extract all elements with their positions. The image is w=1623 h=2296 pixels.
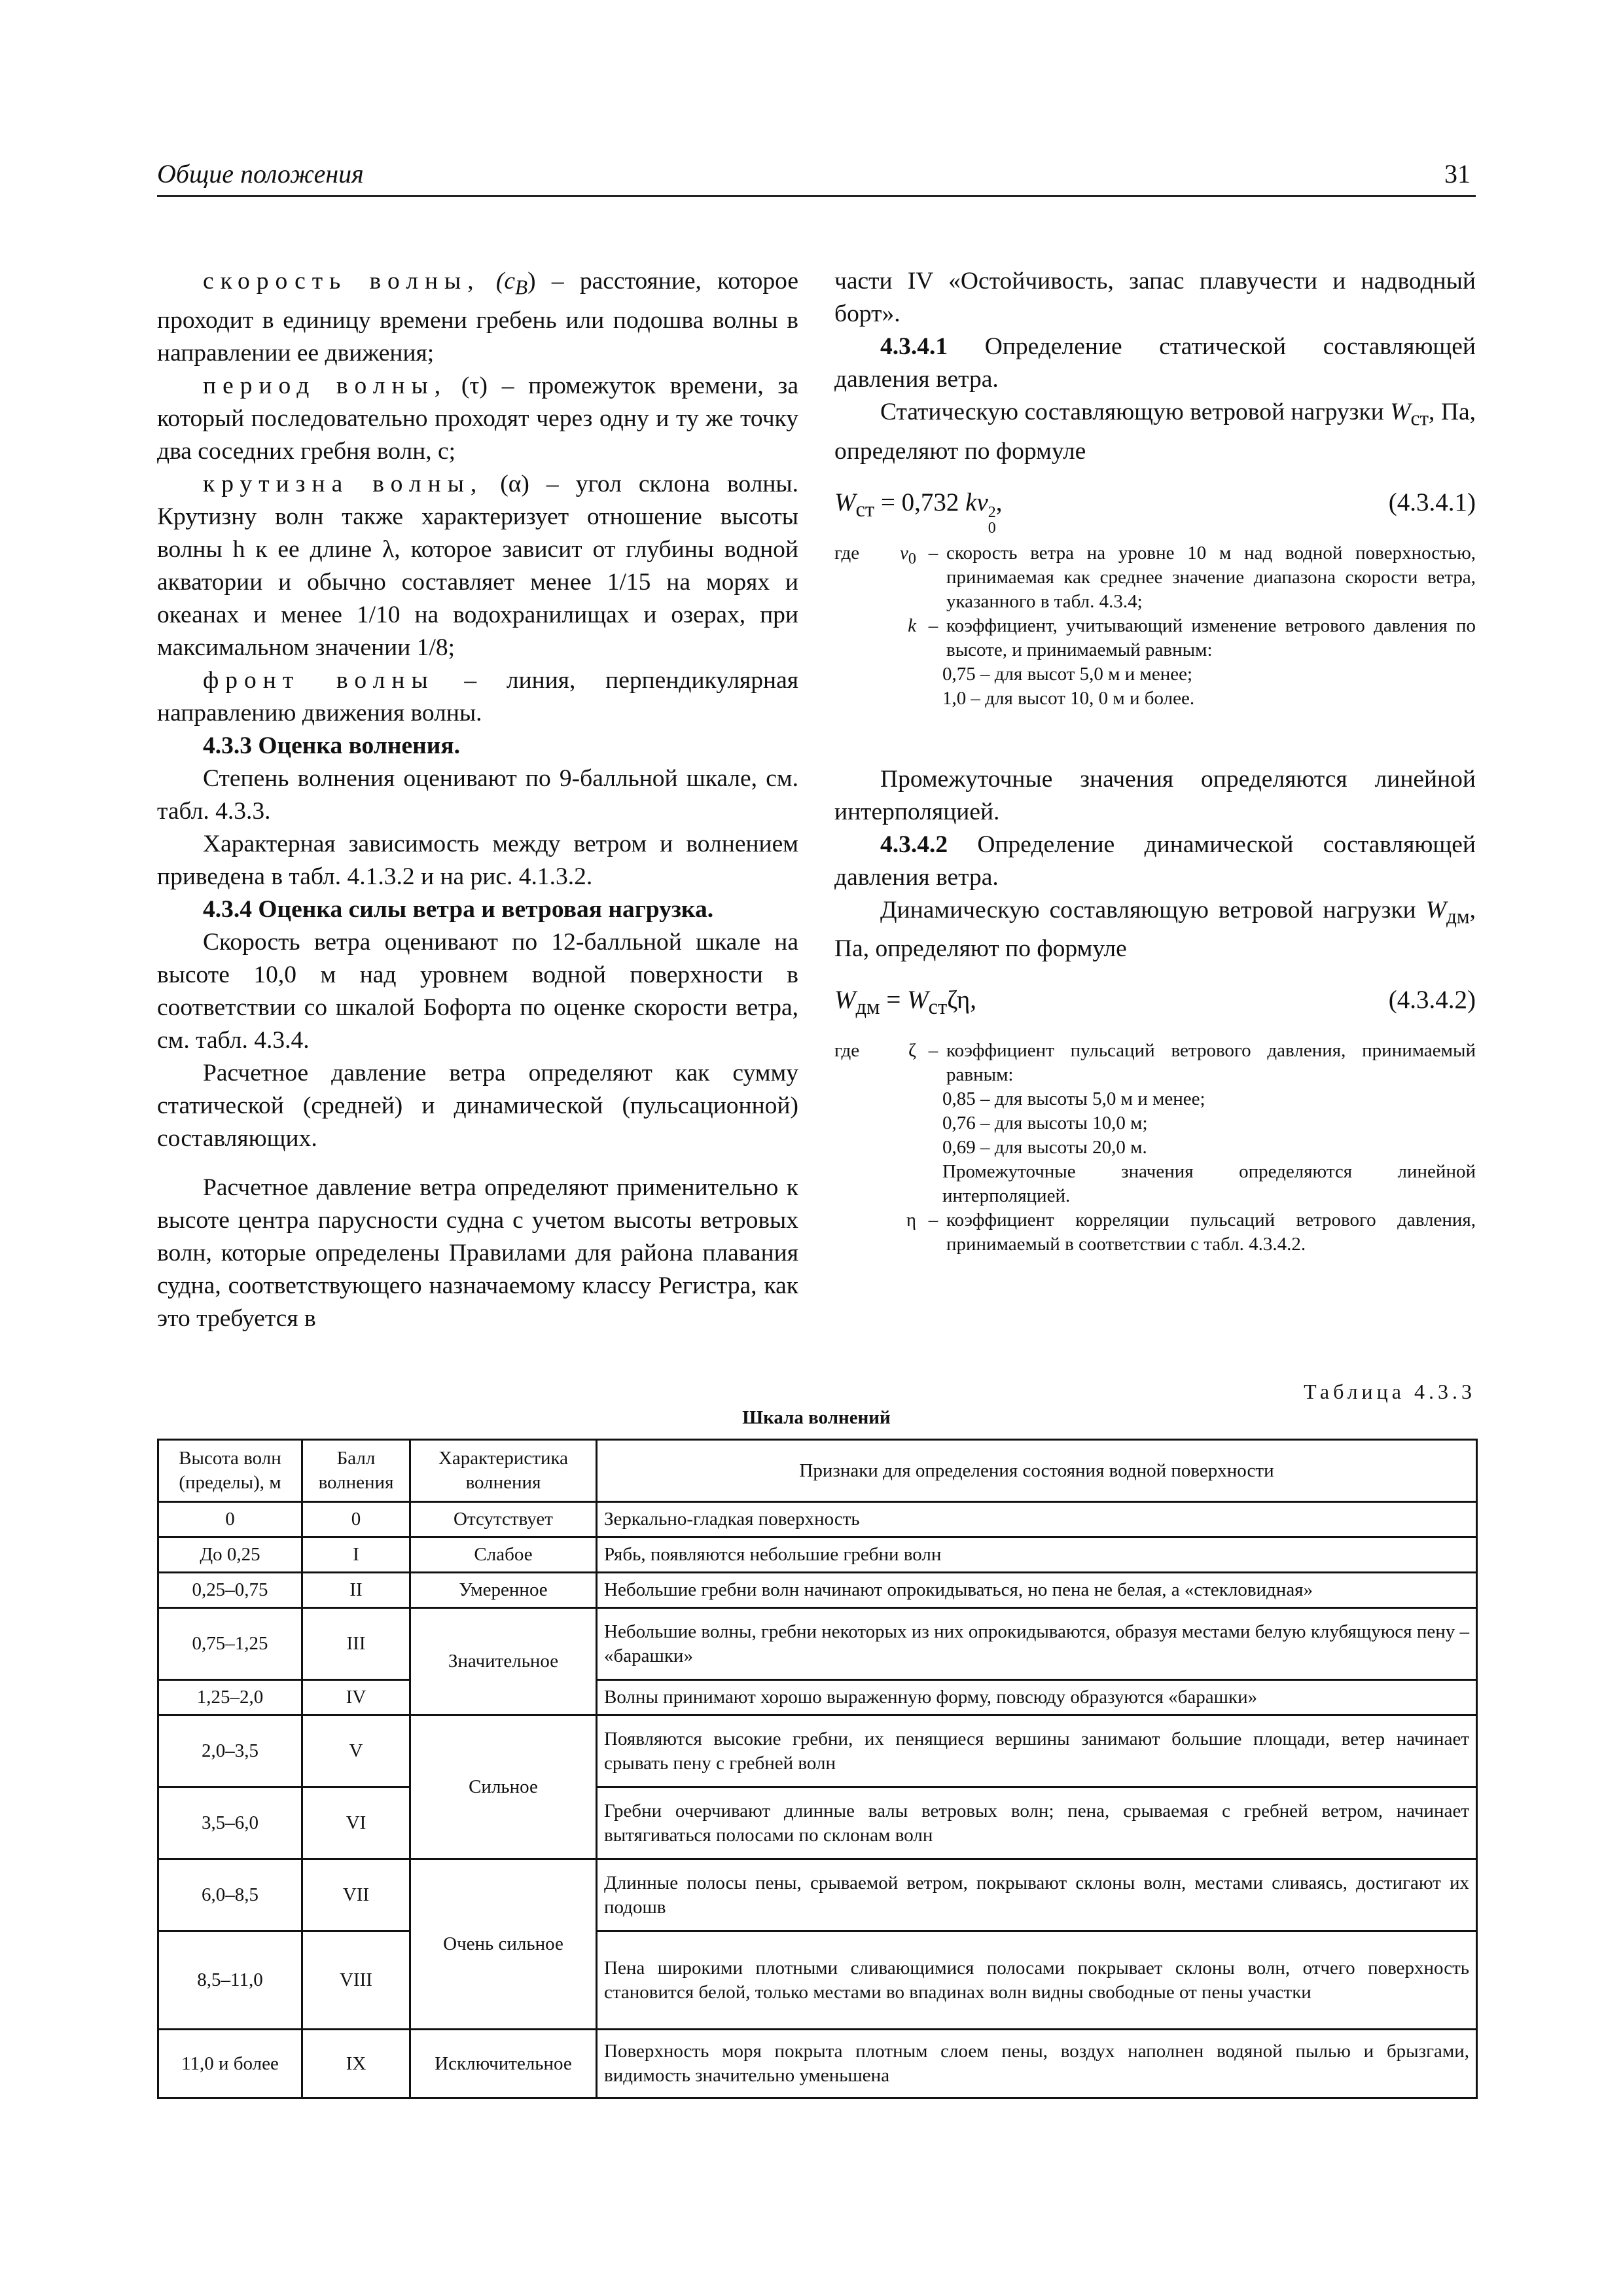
- heading-number: 4.3.4.1: [880, 333, 948, 360]
- wave-height: 6,0–8,5: [158, 1859, 302, 1931]
- text: = 0,732: [874, 488, 966, 516]
- text: Динамическую составляющую ветровой нагрузки: [880, 896, 1426, 924]
- table-row: [158, 2030, 1477, 2098]
- wave-height: 2,0–3,5: [158, 1715, 302, 1787]
- note-text: Промежуточные значения определяются линейной интерполяцией.: [942, 1161, 1476, 1206]
- wave-height: 1,25–2,0: [158, 1680, 302, 1715]
- paragraph: Расчетное давление ветра определяют как сумму статической (средней) и динамической (пульсационной) составляющих.: [157, 1059, 798, 1152]
- subscript: дм: [1446, 905, 1470, 927]
- wave-score: II: [302, 1573, 410, 1608]
- wave-score: V: [302, 1715, 410, 1787]
- symbol: kv: [965, 488, 988, 516]
- note-value: [834, 1111, 1476, 1136]
- surface-signs: Длинные полосы пены, срываемой ветром, покрывают склоны волн, местами сливаясь, достигают их подошв: [597, 1859, 1477, 1931]
- wave-score: IX: [302, 2030, 410, 2098]
- wave-characteristic: Сильное: [410, 1715, 597, 1859]
- header-surface-signs: Признаки для определения состояния водной поверхности: [597, 1440, 1477, 1502]
- wave-score: VI: [302, 1787, 410, 1859]
- note-text: скорость ветра на уровне 10 м над водной поверхностью, принимаемая как среднее значение диапазона скорости ветра, указанного в табл. 4.3.4;: [946, 542, 1476, 612]
- symbol: W: [1425, 896, 1446, 924]
- subscript: ст: [855, 497, 875, 522]
- note-text: коэффициент пульсаций ветрового давления, принимаемый равным:: [946, 1040, 1476, 1085]
- table-row: [158, 1537, 1477, 1573]
- surface-signs: Поверхность моря покрыта плотным слоем пены, воздух наполнен водяной пылью и брызгами, видимость значительно уменьшена: [597, 2030, 1477, 2098]
- formula-4-3-4-1: [834, 486, 1476, 537]
- paragraph: Промежуточные значения определяются линейной интерполяцией.: [834, 765, 1476, 825]
- subscript: 0: [988, 519, 996, 537]
- term: период волны,: [203, 372, 448, 399]
- symbol: W: [834, 986, 856, 1014]
- text: ζη,: [947, 986, 977, 1014]
- superscript: 2: [988, 503, 996, 521]
- note-symbol: η: [906, 1210, 916, 1230]
- definition-text: – линия, перпендикулярная направлению движения волны.: [157, 666, 798, 726]
- formula-expression: [834, 486, 1003, 536]
- note-value: [834, 687, 1476, 711]
- term: фронт волны: [203, 666, 435, 694]
- note-symbol: k: [908, 615, 916, 636]
- wave-score: I: [302, 1537, 410, 1573]
- paragraph: Скорость ветра оценивают по 12-балльной шкале на высоте 10,0 м над уровнем водной поверхности в соответствии со шкалой Бофорта по оценке скорости ветра, см. табл. 4.3.4.: [157, 928, 798, 1054]
- text: , Па, определяют по формуле: [834, 896, 1476, 962]
- note-text: коэффициент корреляции пульсаций ветрового давления, принимаемый в соответствии с табл. 4.3.4.2.: [946, 1210, 1476, 1255]
- wave-score: 0: [302, 1502, 410, 1537]
- table-row: [158, 1787, 1477, 1859]
- surface-signs: Волны принимают хорошо выраженную форму, повсюду образуются «барашки»: [597, 1680, 1477, 1715]
- note-text: коэффициент, учитывающий изменение ветрового давления по высоте, и принимаемый равным:: [946, 615, 1476, 660]
- wave-score: VII: [302, 1859, 410, 1931]
- header-wave-height: Высота волн (пределы), м: [158, 1440, 302, 1502]
- definition-text: (τ) – промежуток времени, за который последовательно проходят через одну и ту же точку два соседних гребня волн, с;: [157, 372, 799, 465]
- equation-number: (4.3.4.1): [1388, 488, 1476, 516]
- wave-height: 3,5–6,0: [158, 1787, 302, 1859]
- formula-notes-1: [834, 541, 1476, 711]
- subscript: ст: [928, 995, 948, 1019]
- formula-notes-2: [834, 1039, 1476, 1257]
- subscript: B: [515, 276, 528, 299]
- wave-scale-table: [157, 1439, 1478, 2099]
- surface-signs: Гребни очерчивают длинные валы ветровых волн; пена, срываемая с гребней ветром, начинает вытягиваться полосами по склонам волн: [597, 1787, 1477, 1859]
- page-header: [157, 156, 1476, 197]
- heading-4-3-4: 4.3.4 Оценка силы ветра и ветровая нагрузка.: [203, 895, 714, 923]
- header-wave-score: Балл волнения: [302, 1440, 410, 1502]
- surface-signs: Пена широкими плотными сливающимися полосами покрывает склоны волн, отчего поверхность становится белой, только местами во впадинах волн видны свободные от пены участки: [597, 1931, 1477, 2030]
- wave-characteristic: Отсутствует: [410, 1502, 597, 1537]
- subscript: 0: [908, 549, 916, 567]
- note-text: 0,76 – для высоты 10,0 м;: [942, 1113, 1148, 1134]
- paragraph: [834, 894, 1476, 966]
- definition-text: (α) – угол склона волны. Крутизну волн также характеризует отношение высоты волны h к ее длине λ, которое зависит от глубины водной акватории и обычно составляет менее 1/15 на морях и океанах и менее 1/10 на водохранилищах и озерах, при максимальном значении 1/8;: [157, 470, 798, 661]
- note-symbol: [883, 541, 920, 614]
- heading-4-3-4-2: [834, 829, 1476, 894]
- note-text: 0,75 – для высот 5,0 м и менее;: [942, 663, 1193, 685]
- wave-height: 0,75–1,25: [158, 1608, 302, 1680]
- surface-signs: Небольшие гребни волн начинают опрокидываться, но пена не белая, а «стекловидная»: [597, 1573, 1477, 1608]
- text: Статическую составляющую ветровой нагрузки: [880, 399, 1391, 425]
- note-text: 0,69 – для высоты 20,0 м.: [942, 1137, 1147, 1158]
- left-column: [157, 265, 798, 1335]
- surface-signs: Появляются высокие гребни, их пенящиеся вершины занимают большие площади, ветер начинает срывать пену с гребней волн: [597, 1715, 1477, 1787]
- symbol: v: [900, 542, 908, 564]
- paragraph: части IV «Остойчивость, запас плавучести и надводный борт».: [834, 268, 1476, 327]
- symbol: W: [907, 986, 929, 1014]
- definition-wave-front: [157, 664, 798, 730]
- note-value: [834, 1160, 1476, 1208]
- table-row: [158, 1680, 1477, 1715]
- definition-text: ) – расстояние, которое проходит в единицу времени гребень или подошва волны в направлении ее движения;: [157, 268, 799, 367]
- note-value: [834, 662, 1476, 687]
- paragraph: Степень волнения оценивают по 9-балльной шкале, см. табл. 4.3.3.: [157, 764, 798, 825]
- paragraph: Расчетное давление ветра определяют применительно к высоте центра парусности судна с учетом высоты ветровых волн, которые определены Правилами для района плавания судна, соответствующего назначаемому классу Регистра, как это требуется в: [157, 1174, 798, 1332]
- note-row: где $v_0$ – скорость ветра на уровне 10 м над водной поверхностью, принимаемая как среднее значение диапазона скорости ветра, указанного в табл. 4.3.4;: [834, 541, 1476, 614]
- text: =: [880, 986, 908, 1014]
- wave-height: 11,0 и более: [158, 2030, 302, 2098]
- header-wave-characteristic: Характеристика волнения: [410, 1440, 597, 1502]
- term: скорость волны,: [203, 268, 480, 295]
- where-label: где: [834, 542, 860, 564]
- right-column: [834, 265, 1476, 1257]
- wave-score: III: [302, 1608, 410, 1680]
- table-row: [158, 1608, 1477, 1680]
- wave-height: 0,25–0,75: [158, 1573, 302, 1608]
- note-row: k – коэффициент, учитывающий изменение ветрового давления по высоте, и принимаемый равным:: [834, 614, 1476, 662]
- section-title: Общие положения: [157, 159, 364, 188]
- definition-wave-period: [157, 370, 798, 468]
- paragraph: Характерная зависимость между ветром и волнением приведена в табл. 4.1.3.2 и на рис. 4.1.3.2.: [157, 830, 798, 890]
- table-row: [158, 1502, 1477, 1537]
- note-text: 1,0 – для высот 10, 0 м и более.: [942, 687, 1195, 709]
- note-text: 0,85 – для высоты 5,0 м и менее;: [942, 1088, 1205, 1109]
- wave-characteristic: Исключительное: [410, 2030, 597, 2098]
- term: крутизна волны,: [203, 470, 484, 497]
- paragraph: [834, 396, 1476, 468]
- definition-wave-steepness: [157, 468, 798, 664]
- note-symbol: ζ: [908, 1040, 916, 1061]
- table-row: [158, 1859, 1477, 1931]
- text: ,: [995, 488, 1003, 516]
- equation-number: (4.3.4.2): [1388, 986, 1476, 1014]
- symbol: (c: [495, 268, 516, 295]
- wave-height: До 0,25: [158, 1537, 302, 1573]
- heading-text: Определение статической составляющей давления ветра.: [834, 333, 1476, 393]
- wave-score: VIII: [302, 1931, 410, 2030]
- symbol: W: [834, 488, 856, 516]
- wave-characteristic: Умеренное: [410, 1573, 597, 1608]
- surface-signs: Зеркально-гладкая поверхность: [597, 1502, 1477, 1537]
- wave-height: 8,5–11,0: [158, 1931, 302, 2030]
- wave-characteristic: Очень сильное: [410, 1859, 597, 2030]
- text: , Па, определяют по формуле: [834, 399, 1476, 465]
- subscript: ст: [1410, 406, 1429, 430]
- page-number: 31: [1444, 159, 1471, 188]
- table-row: [158, 1931, 1477, 2030]
- where-label: где: [834, 1040, 860, 1061]
- heading-text: Определение динамической составляющей давления ветра.: [834, 831, 1476, 891]
- note-row: где ζ – коэффициент пульсаций ветрового давления, принимаемый равным:: [834, 1039, 1476, 1087]
- heading-4-3-3: 4.3.3 Оценка волнения.: [203, 732, 460, 759]
- formula-4-3-4-2: [834, 984, 1476, 1023]
- table-caption: Шкала волнений: [742, 1407, 891, 1428]
- table-row: [158, 1715, 1477, 1787]
- wave-height: 0: [158, 1502, 302, 1537]
- heading-number: 4.3.4.2: [880, 831, 948, 858]
- table-row: [158, 1573, 1477, 1608]
- subscript: дм: [855, 995, 880, 1019]
- formula-expression: [834, 984, 976, 1024]
- surface-signs: Небольшие волны, гребни некоторых из них опрокидываются, образуя местами белую клубящуюся пену – «барашки»: [597, 1608, 1477, 1680]
- surface-signs: Рябь, появляются небольшие гребни волн: [597, 1537, 1477, 1573]
- note-row: η – коэффициент корреляции пульсаций ветрового давления, принимаемый в соответствии с табл. 4.3.4.2.: [834, 1208, 1476, 1257]
- note-value: [834, 1136, 1476, 1160]
- wave-characteristic: Слабое: [410, 1537, 597, 1573]
- symbol: W: [1390, 399, 1411, 425]
- note-value: [834, 1087, 1476, 1111]
- table-header-row: [158, 1440, 1477, 1502]
- wave-characteristic: Значительное: [410, 1608, 597, 1715]
- definition-wave-speed: [157, 265, 798, 370]
- table-label: Таблица 4.3.3: [1304, 1380, 1476, 1403]
- wave-score: IV: [302, 1680, 410, 1715]
- heading-4-3-4-1: [834, 331, 1476, 396]
